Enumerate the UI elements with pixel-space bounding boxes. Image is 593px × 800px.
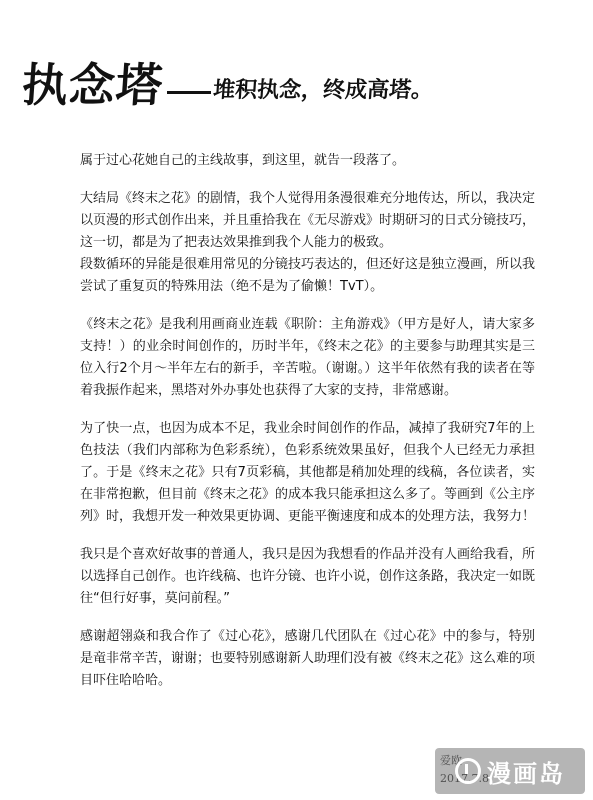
paragraph-intro: 属于过心花她自己的主线故事，到这里，就告一段落了。: [80, 153, 406, 168]
afterword-body: [80, 150, 535, 708]
watermark: [435, 748, 585, 794]
watermark-logo-icon: [455, 758, 481, 784]
page-subtitle: 堆积执念，终成高塔。: [212, 78, 434, 103]
paragraph-production: 《终末之花》是我利用画商业连载《职阶：主角游戏》（甲方是好人，请大家多支持！）的业余时间创作的，历时半年，《终末之花》的主要参与助理其实是三位入行2个月～半年左右的新手，辛苦啦。（谢谢。）这半年依然有我的读者在等着我振作起来，黑塔对外办事处也获得了大家的支持，非常感谢。: [80, 317, 535, 398]
page-title: 执念塔: [20, 58, 165, 112]
paragraph-thanks: 感谢超翎焱和我合作了《过心花》，感谢几代团队在《过心花》中的参与，特别是竜非常辛苦，谢谢；也要特别感谢新人助理们没有被《终末之花》这么难的项目吓住哈哈哈。: [80, 629, 536, 688]
watermark-text: 漫画岛: [487, 759, 565, 788]
paragraph-special-pages: 段数循环的异能是很难用常见的分镜技巧表达的，但还好这是独立漫画，所以我尝试了重复页的特殊用法（绝不是为了偷懒！TvT）。: [80, 257, 536, 294]
title-dash-divider: [167, 91, 211, 94]
paragraph-coloring: 为了快一点，也因为成本不足，我业余时间创作的作品，减掉了我研究7年的上色技法（我们内部称为色彩系统），色彩系统效果虽好，但我个人已经无力承担了。于是《终末之花》只有7页彩稿，其他都是稍加处理的线稿，各位读者，实在非常抱歉，但目前《终末之花》的成本我只能承担这么多了。等画到《公主序列》时，我想开发一种效果更协调、更能平衡速度和成本的处理方法，我努力！: [80, 421, 536, 524]
paragraph-motivation: 我只是个喜欢好故事的普通人，我只是因为我想看的作品并没有人画给我看，所以选择自己创作。也许线稿、也许分镜、也许小说，创作这条路，我决定一如既往“但行好事，莫问前程。”: [80, 547, 536, 606]
paragraph-ending-format: 大结局《终末之花》的剧情，我个人觉得用条漫很难充分地传达，所以，我决定以页漫的形式创作出来，并且重拾我在《无尽游戏》时期研习的日式分镜技巧，这一切，都是为了把表达效果推到我个人能力的极致。: [80, 191, 536, 250]
page-header: [20, 38, 582, 112]
